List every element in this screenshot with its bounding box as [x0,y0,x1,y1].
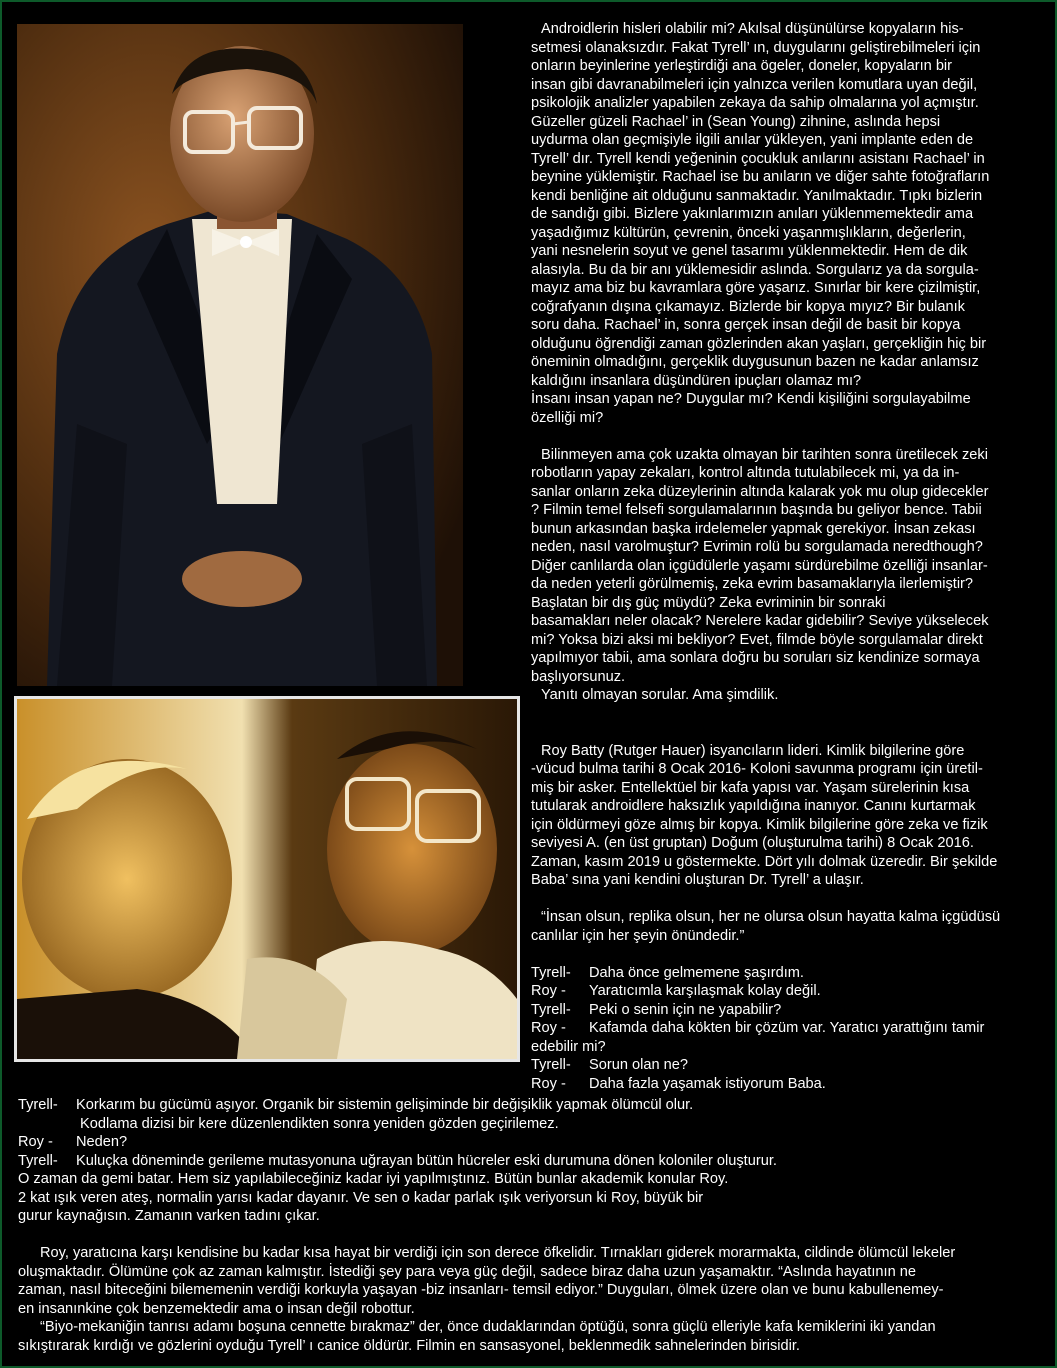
text-line: kendi benliğine ait olduğunu sanmaktadır. Yanılmaktadır. Tıpkı bizlerin [531,187,983,204]
text-line: Güzeller güzeli Rachael’ in (Sean Young) zihnine, aslında hepsi [531,113,941,130]
spacer [531,427,1041,446]
dialogue-line [531,1019,1041,1038]
text-line: “İnsan olsun, replika olsun, her ne olursa olsun hayatta kalma içgüdüsü [541,909,1001,925]
text-line: coğrafyanın dışına çıkamayız. Bizlerde bir kopya mıyız? Bir bulanık [531,298,965,315]
dialogue-line [531,1056,1041,1075]
text-line: zaman, nasıl biteceğini bilememenin verdiği korkuyla yaşayan -biz insanları- temsil ediyor.” Duyguları, ölmek üzere olan ve bunu kabullenemey- [18,1282,944,1298]
text-line: en insanınkine çok benzemektedir ama o insan değil robottur. [18,1300,415,1317]
text-line: “Biyo-mekaniğin tanrısı adamı boşuna cennette bırakmaz” der, önce dudaklarından öptüğü, sonra güçlü elleriyle kafa kemiklerini iki yandan [40,1319,936,1335]
roy-and-tyrell-illustration [17,699,517,1059]
spacer [531,945,1041,964]
text-line: O zaman da gemi batar. Hem siz yapılabileceğiniz kadar iyi yapılmıştınız. Bütün bunlar akademik konular Roy. [18,1171,729,1187]
text-line: başlıyorsunuz. [531,668,626,685]
dialogue-block [531,964,1041,1094]
text-line: basamakları neler olacak? Nerelere kadar gidebilir? Seviye yükselecek [531,613,989,629]
spacer [18,1226,1043,1245]
text-line: İnsanı insan yapan ne? Duygular mı? Kendi kişiliğini sorgulayabilme [531,391,971,407]
right-article-column [531,20,1041,1093]
speech: Sorun olan ne? [589,1057,688,1073]
speech: Korkarım bu gücümü aşıyor. Organik bir sistemin gelişiminde bir değişiklik yapmak ölümcül olur. [76,1097,694,1113]
speaker: Tyrell- [531,1001,571,1018]
text-line: Roy Batty (Rutger Hauer) isyancıların lideri. Kimlik bilgilerine göre [541,742,965,759]
text-line: alasıyla. Bu da bir anı yüklemesidir aslında. Sorgularız ya da sorgula- [531,261,979,278]
text-line: tutularak androidlere haksızlık yapıldığına inanıyor. Canını kurtarmak [531,798,976,814]
speaker: Tyrell- [18,1097,58,1113]
dialogue-line [531,982,1041,1001]
spacer [531,890,1041,909]
text-line: miş bir asker. Entellektüel bir kafa yapısı var. Yaşam sürelerinin kısa [531,779,970,796]
text-line: Tyrell’ dır. Tyrell kendi yeğeninin çocukluk anılarını asistanı Rachael’ in [531,150,985,167]
text-line: Roy, yaratıcına karşı kendisine bu kadar kısa hayat bir verdiği için son derece öfkelidir. Tırnakları giderek morarmakta, cildinde ölümcül lekeler [40,1245,956,1261]
speech: Peki o senin için ne yapabilir? [589,1001,782,1018]
text-line: gurur kaynağısın. Zamanın varken tadını çıkar. [18,1208,320,1224]
paragraph-roy-batty [531,742,1041,890]
text-line: oluşmaktadır. Ölümüne çok az zaman kalmıştır. İstediği şey para veya güç değil, sadece biraz daha uzun yaşamaktır. “Aslında hayatının ne [18,1263,916,1280]
text-line: kaldığını insanlara düşündüren ipuçları olamaz mı? [531,372,862,389]
speech: Neden? [76,1134,128,1150]
text-line: soru daha. Rachael’ in, sonra gerçek insan değil de basit bir kopya [531,317,961,333]
speaker: Roy - [531,1020,566,1036]
text-line: mayız ama biz bu kavramlara göre yaşarız. Sınırlar bir kere çizilmiştir, [531,280,981,296]
speech: Kafamda daha kökten bir çözüm var. Yaratıcı yarattığını tamir [589,1020,985,1036]
text-line: setmesi olanaksızdır. Fakat Tyrell’ ın, duygularını geliştirebilmeleri için [531,39,981,56]
dialogue-line [531,964,1041,983]
speech: Daha önce gelmemene şaşırdım. [589,964,804,981]
paragraph-androids [531,20,1041,427]
dialogue-line [18,1152,1043,1171]
speech: Kuluçka döneminde gerileme mutasyonuna uğrayan bütün hücreler eski durumuna dönen koloniler oluşturur. [76,1152,777,1169]
text-line: seviyesi A. (en üst gruptan) Doğum (oluşturulma tarihi) 8 Ocak 2016. [531,835,974,851]
tyrell-portrait-photo [17,24,463,686]
text-line: Yanıtı olmayan sorular. Ama şimdilik. [541,687,779,703]
quote-block [531,908,1041,945]
speaker: Roy - [531,983,566,999]
text-line: onların beyinlerine yerleştirdiği ana ögeler, doneler, kopyaların bir [531,58,953,74]
speaker: Tyrell- [18,1152,58,1169]
text-line: yaşadığımız kültürün, çevrenin, önceki yaşanmışlıkların, değerlerin, [531,224,966,241]
text-line: öneminin olmadığını, gerçeklik duygusunun bazen ne kadar anlamsız [531,354,979,370]
speech: edebilir mi? [531,1038,606,1055]
text-line: yapılmıyor tabii, ama sonlara doğru bu soruları siz kendinize sormaya [531,650,980,666]
text-line: -vücud bulma tarihi 8 Ocak 2016- Koloni savunma programı için üretil- [531,761,983,777]
text-line: psikolojik analizler yapabilen zekaya da sahip olmalarına yol açmıştır. [531,95,979,111]
spacer [531,705,1041,742]
dialogue-line [531,1038,1041,1057]
text-line: özelliği mi? [531,409,604,426]
text-line: canlılar için her şeyin önündedir.” [531,927,745,944]
text-line: sanlar onların zeka düzeylerinin altında kalarak yok mu olup gidecekler [531,483,989,500]
text-line: Başlatan bir dış güç müydü? Zeka evriminin bir sonraki [531,594,886,611]
text-line: insan gibi davranabilmeleri için yalnızca verilen komutlara uyan değil, [531,76,978,93]
paragraph-tyrell-death [18,1318,1043,1355]
text-line: uydurma olan geçmişiyle ilgili anılar yükleyen, yani implante eden de [531,132,974,148]
dialogue-line [531,1075,1041,1094]
text-line: bunun arkasından başka irdelemeler yapmak gerekiyor. İnsan zekası [531,520,976,537]
text-line: olduğunu öğrendiği zaman gözlerinden akan yaşları, gerçekliğin hiç bir [531,335,987,352]
speaker: Tyrell- [531,964,571,981]
text-line: de sandığı gibi. Bizlere yakınlarımızın anıları yüklenmemektedir ama [531,206,974,222]
text-line: da neden yeterli görülmemiş, zeka evrim basamaklarıyla ilerlemiştir? [531,576,974,592]
text-line: Kodlama dizisi bir kere düzenlendikten sonra yeniden gözden geçirilemez. [80,1115,559,1132]
text-line: Baba’ sına yani kendini oluşturan Dr. Tyrell’ a ulaşır. [531,872,864,888]
roy-and-tyrell-photo [14,696,520,1062]
text-line: Diğer canlılarda olan içgüdülerle yaşamı sürdürebilme özelliği insanlar- [531,557,988,574]
paragraph-roy-anger [18,1244,1043,1318]
text-line: için öldürmeyi göze almış bir kopya. Kimlik bilgilerine göre zeka ve fizik [531,816,988,833]
text-line: sıkıştırarak kırdığı ve gözlerini oyduğu Tyrell’ ı canice öldürür. Filmin en sansasyonel, beklenmedik sahnelerinden birisidir. [18,1337,800,1354]
text-line: Androidlerin hisleri olabilir mi? Akılsal düşünülürse kopyaların his- [541,21,964,37]
text-line: robotların yapay zekaları, kontrol altında tutulabilecek mi, ya da in- [531,465,960,481]
text-line: ? Filmin temel felsefi sorgulamalarının başında bu geliyor bence. Tabii [531,502,982,518]
bottom-article-text [18,1096,1043,1355]
text-line: yani nesnelerin soyut ve genel tasarımı yüklenmektedir. Hem de dik [531,243,968,259]
speech: Daha fazla yaşamak istiyorum Baba. [589,1075,826,1092]
speaker: Tyrell- [531,1057,571,1073]
text-line: neden, nasıl varolmuştur? Evrimin rolü bu sorgulamada neredthough? [531,539,983,555]
speech: Yaratıcımla karşılaşmak kolay değil. [589,983,821,999]
text-line: Zaman, kasım 2019 u göstermekte. Dört yılı dolmak üzeredir. Bir şekilde [531,853,998,870]
tyrell-portrait-illustration [17,24,463,686]
text-line: 2 kat ışık veren ateş, normalin yarısı kadar dayanır. Ve sen o kadar parlak ışık veriyorsun ki Roy, büyük bir [18,1189,704,1206]
text-line: beynine yüklemiştir. Rachael ise bu anıların ve diğer sahte fotoğrafların [531,169,990,185]
paragraph-intelligence [531,446,1041,687]
dialogue-line [531,1001,1041,1020]
dialogue-line [18,1133,1043,1152]
speaker: Roy - [531,1075,566,1092]
text-line: mi? Yoksa bizi aksi mi bekliyor? Evet, filmde böyle sorgulamalar direkt [531,631,983,648]
dialogue-line [18,1096,1043,1115]
speaker: Roy - [18,1134,53,1150]
text-line: Bilinmeyen ama çok uzakta olmayan bir tarihten sonra üretilecek zeki [541,446,988,463]
